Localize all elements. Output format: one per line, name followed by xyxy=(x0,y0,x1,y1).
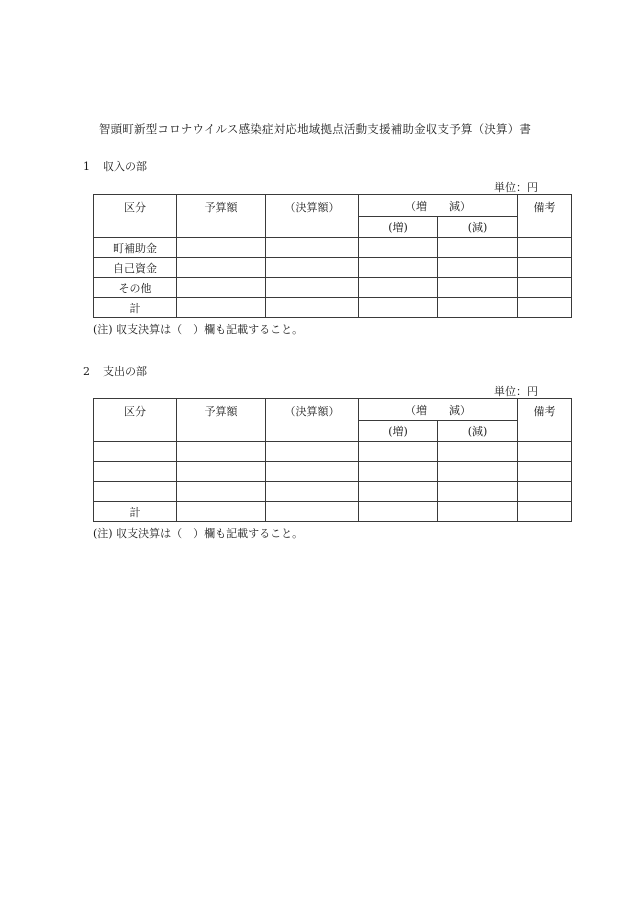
income-decrease-cell[interactable] xyxy=(438,298,518,318)
expense-budget-cell[interactable] xyxy=(177,442,266,462)
expense-settlement-cell[interactable] xyxy=(266,442,359,462)
expense-row xyxy=(94,442,572,462)
expense-decrease-cell[interactable] xyxy=(438,442,518,462)
expense-note: (注) 収支決算は（ ）欄も記載すること。 xyxy=(93,527,304,540)
income-row xyxy=(94,278,572,298)
income-settlement-cell[interactable] xyxy=(266,298,359,318)
expense-budget-cell[interactable] xyxy=(177,502,266,522)
expense-header-settlement: （決算額） xyxy=(266,399,359,442)
expense-row xyxy=(94,462,572,482)
income-budget-cell[interactable] xyxy=(177,298,266,318)
income-budget-cell[interactable] xyxy=(177,258,266,278)
income-increase-cell[interactable] xyxy=(359,258,438,278)
expense-decrease-cell[interactable] xyxy=(438,502,518,522)
expense-total-label: 計 xyxy=(94,502,177,522)
expense-settlement-cell[interactable] xyxy=(266,502,359,522)
income-total-label: 計 xyxy=(94,298,177,318)
income-row-label: 自己資金 xyxy=(94,258,177,278)
document-title: 智頭町新型コロナウイルス感染症対応地域拠点活動支援補助金収支予算（決算）書 xyxy=(98,122,532,136)
income-budget-cell[interactable] xyxy=(177,238,266,258)
income-row xyxy=(94,238,572,258)
expense-section-heading xyxy=(83,363,147,379)
expense-budget-cell[interactable] xyxy=(177,462,266,482)
income-note: (注) 収支決算は（ ）欄も記載すること。 xyxy=(93,323,304,336)
expense-row-label[interactable] xyxy=(94,442,177,462)
income-decrease-cell[interactable] xyxy=(438,238,518,258)
income-header-settlement: （決算額） xyxy=(266,195,359,238)
income-settlement-cell[interactable] xyxy=(266,258,359,278)
income-increase-cell[interactable] xyxy=(359,278,438,298)
expense-decrease-cell[interactable] xyxy=(438,462,518,482)
expense-increase-cell[interactable] xyxy=(359,442,438,462)
expense-budget-cell[interactable] xyxy=(177,482,266,502)
income-settlement-cell[interactable] xyxy=(266,278,359,298)
expense-settlement-cell[interactable] xyxy=(266,462,359,482)
expense-header-remarks: 備考 xyxy=(518,399,572,442)
expense-settlement-cell[interactable] xyxy=(266,482,359,502)
expense-row-label[interactable] xyxy=(94,482,177,502)
income-row xyxy=(94,258,572,278)
income-header-change: （増 減） xyxy=(359,195,518,217)
income-section-number: 1 xyxy=(83,160,90,173)
income-remarks-cell[interactable] xyxy=(518,298,572,318)
expense-table xyxy=(93,398,572,522)
expense-unit-label: 単位：円 xyxy=(494,385,538,398)
income-increase-cell[interactable] xyxy=(359,238,438,258)
expense-header-budget: 予算額 xyxy=(177,399,266,442)
income-decrease-cell[interactable] xyxy=(438,258,518,278)
expense-section-title: 支出の部 xyxy=(103,365,147,378)
expense-header-category: 区分 xyxy=(94,399,177,442)
income-header-decrease: (減) xyxy=(438,217,518,238)
expense-row xyxy=(94,482,572,502)
income-total-row xyxy=(94,298,572,318)
income-increase-cell[interactable] xyxy=(359,298,438,318)
income-remarks-cell[interactable] xyxy=(518,238,572,258)
expense-increase-cell[interactable] xyxy=(359,502,438,522)
expense-remarks-cell[interactable] xyxy=(518,462,572,482)
expense-row-label[interactable] xyxy=(94,462,177,482)
expense-remarks-cell[interactable] xyxy=(518,482,572,502)
expense-section-number: 2 xyxy=(83,365,90,378)
income-header-category: 区分 xyxy=(94,195,177,238)
income-table xyxy=(93,194,572,318)
expense-header-decrease: (減) xyxy=(438,421,518,442)
income-row-label: その他 xyxy=(94,278,177,298)
income-settlement-cell[interactable] xyxy=(266,238,359,258)
expense-increase-cell[interactable] xyxy=(359,462,438,482)
expense-header-increase: (増) xyxy=(359,421,438,442)
income-header-increase: (増) xyxy=(359,217,438,238)
income-decrease-cell[interactable] xyxy=(438,278,518,298)
income-unit-label: 単位：円 xyxy=(494,181,538,194)
income-header-budget: 予算額 xyxy=(177,195,266,238)
expense-increase-cell[interactable] xyxy=(359,482,438,502)
income-section-title: 収入の部 xyxy=(103,160,147,173)
expense-remarks-cell[interactable] xyxy=(518,502,572,522)
income-budget-cell[interactable] xyxy=(177,278,266,298)
expense-remarks-cell[interactable] xyxy=(518,442,572,462)
income-header-remarks: 備考 xyxy=(518,195,572,238)
expense-header-change: （増 減） xyxy=(359,399,518,421)
expense-decrease-cell[interactable] xyxy=(438,482,518,502)
expense-total-row xyxy=(94,502,572,522)
income-remarks-cell[interactable] xyxy=(518,278,572,298)
income-remarks-cell[interactable] xyxy=(518,258,572,278)
income-section-heading xyxy=(83,158,147,174)
income-row-label: 町補助金 xyxy=(94,238,177,258)
